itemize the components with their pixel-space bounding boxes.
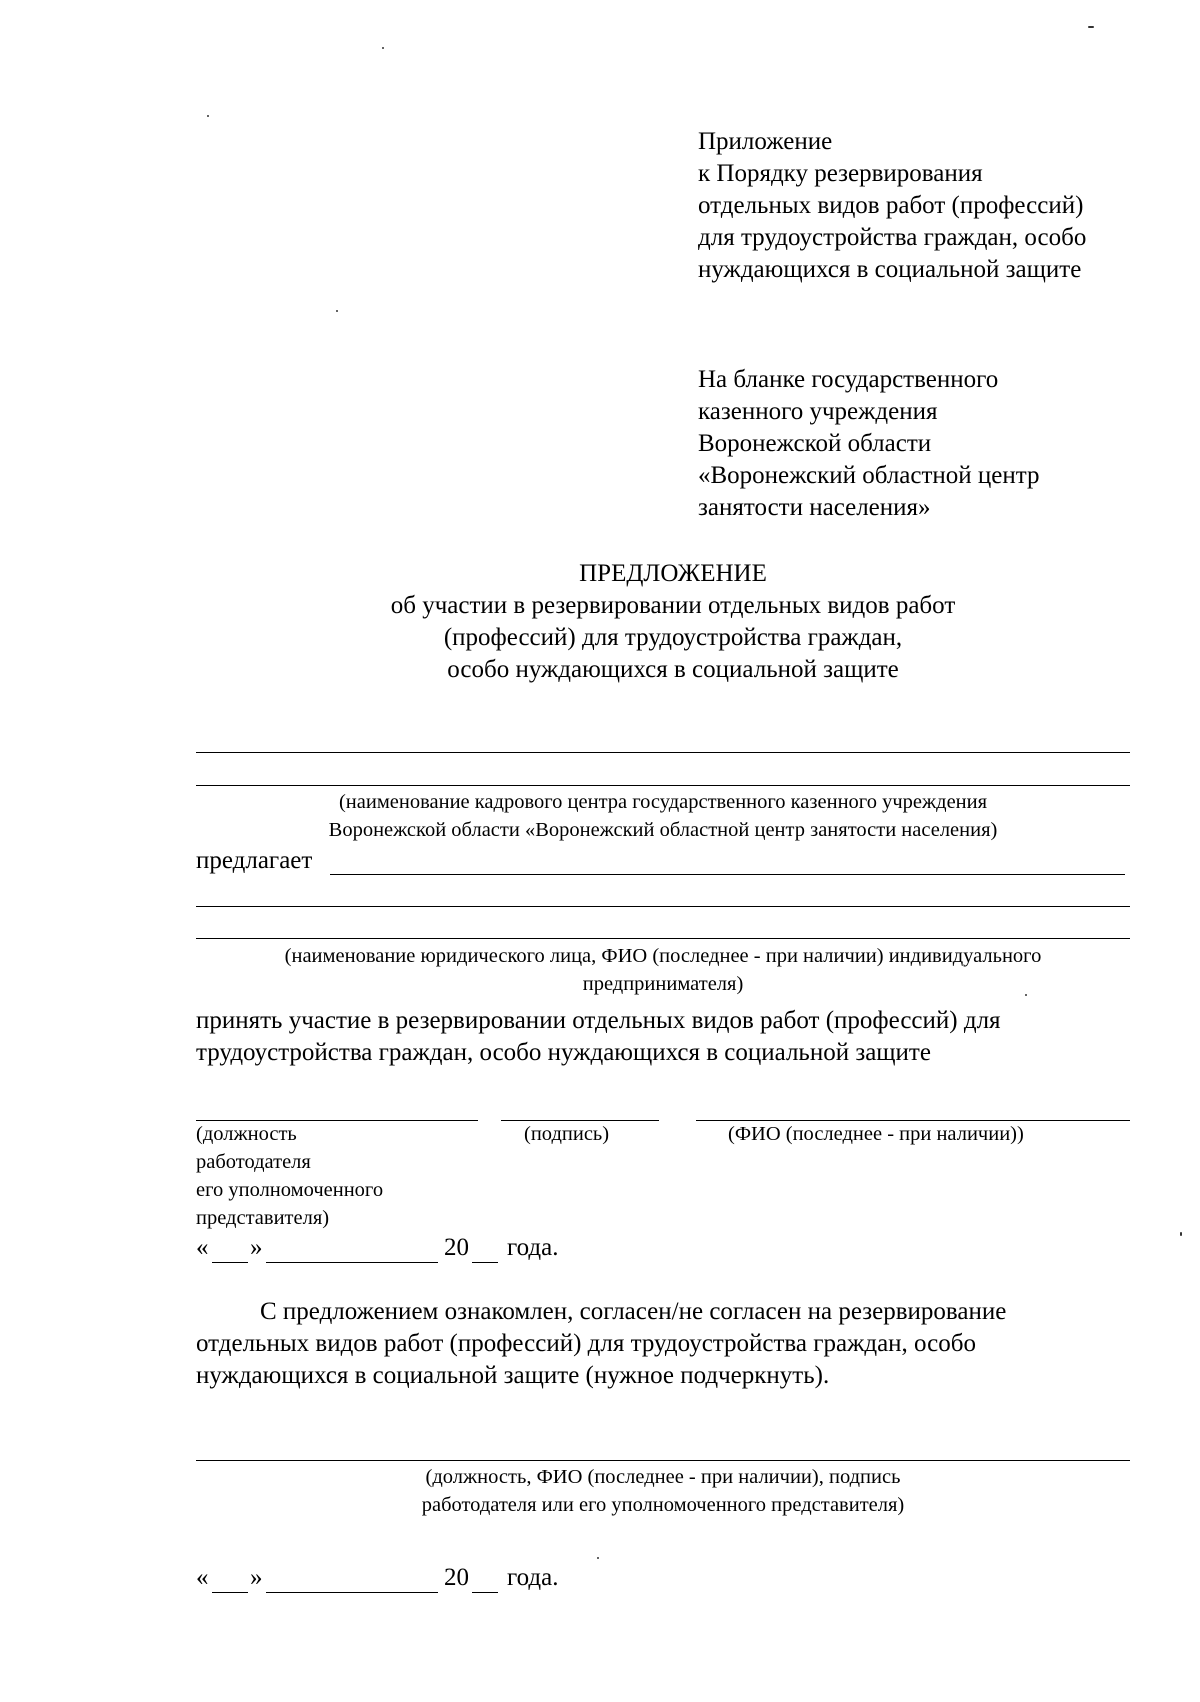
blank-line-center-name[interactable] [196,752,1130,753]
appendix-line: отдельных видов работ (профессий) [698,192,1084,219]
date-field [196,1232,796,1266]
ack-signature-line[interactable] [196,1460,1130,1461]
scan-speck [336,310,338,312]
blank-line-center-name[interactable] [196,785,1130,786]
caption-line: Воронежской области «Воронежский областной центр занятости населения) [328,819,998,841]
blank-line-employer[interactable] [196,906,1130,907]
day-blank[interactable] [212,1262,248,1263]
year-suffix: года. [507,1564,559,1591]
scan-speck [597,1557,599,1559]
letterhead-line: На бланке государственного [698,366,999,393]
body-line: принять участие в резервировании отдельных видов работ (профессий) для [196,1007,1001,1034]
letterhead-line: занятости населения» [698,494,931,521]
caption-line: (наименование юридического лица, ФИО (последнее - при наличии) индивидуального [284,945,1042,967]
month-blank[interactable] [266,1262,438,1263]
year-suffix: года. [507,1234,559,1261]
letterhead-line: казенного учреждения [698,398,938,425]
body-line: трудоустройства граждан, особо нуждающихся в социальной защите [196,1039,931,1066]
caption-line: работодателя или его уполномоченного представителя) [421,1494,905,1516]
body-text [196,1005,1156,1069]
document-title [160,558,1186,686]
caption-line: предпринимателя) [582,973,744,995]
appendix-block [698,126,1178,286]
ack-line: отдельных видов работ (профессий) для трудоустройства граждан, особо [196,1330,976,1357]
ack-line: С предложением ознакомлен, согласен/не согласен на резервирование [260,1298,1007,1325]
appendix-line: Приложение [698,128,833,155]
letterhead-line: «Воронежский областной центр [698,462,1040,489]
signature-caption: (подпись) [524,1123,610,1145]
ack-line: нуждающихся в социальной защите (нужное подчеркнуть). [196,1362,830,1389]
title-heading: ПРЕДЛОЖЕНИЕ [579,560,767,587]
year-blank[interactable] [472,1592,498,1593]
scan-speck [1088,26,1094,28]
date-close-quote: » [250,1564,263,1591]
caption-line: (наименование кадрового центра государственного казенного учреждения [338,791,988,813]
day-blank[interactable] [212,1592,248,1593]
caption-line: работодателя [196,1151,311,1173]
year-blank[interactable] [472,1262,498,1263]
caption-ack [196,1463,1130,1519]
appendix-line: нуждающихся в социальной защите [698,256,1082,283]
scan-speck [1180,1232,1182,1236]
title-line: особо нуждающихся в социальной защите [447,656,899,683]
appendix-line: для трудоустройства граждан, особо [698,224,1087,251]
blank-line-employer[interactable] [330,874,1125,875]
letterhead-note [698,364,1178,524]
appendix-line: к Порядку резервирования [698,160,983,187]
month-blank[interactable] [266,1592,438,1593]
letterhead-line: Воронежской области [698,430,932,457]
name-caption: (ФИО (последнее - при наличии)) [728,1123,1024,1145]
date-open-quote: « [196,1234,209,1261]
proposes-label: предлагает [196,847,313,874]
acknowledgement-text [196,1296,1156,1392]
title-line: об участии в резервировании отдельных видов работ [390,592,956,619]
date-close-quote: » [250,1234,263,1261]
position-caption [196,1120,496,1232]
year-prefix: 20 [444,1234,469,1261]
caption-line: его уполномоченного [196,1179,384,1201]
date-field [196,1562,796,1596]
caption-line: (должность [196,1123,297,1145]
blank-line-employer[interactable] [196,938,1130,939]
caption-employer-name [196,942,1130,998]
title-line: (профессий) для трудоустройства граждан, [443,624,903,651]
caption-center-name [196,788,1130,844]
scan-speck [382,47,384,49]
year-prefix: 20 [444,1564,469,1591]
caption-line: (должность, ФИО (последнее - при наличии), подпись [425,1466,901,1488]
caption-line: представителя) [196,1207,330,1229]
scan-speck [207,115,209,117]
date-open-quote: « [196,1564,209,1591]
